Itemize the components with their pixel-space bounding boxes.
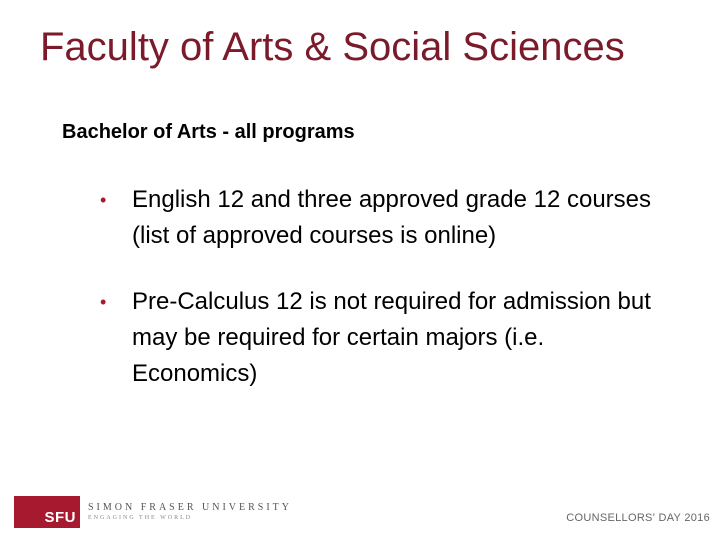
sfu-logo-block: [14, 496, 80, 528]
university-name: SIMON FRASER UNIVERSITY: [88, 502, 293, 513]
slide-subtitle: Bachelor of Arts - all programs: [62, 121, 355, 143]
bullet-item: [100, 182, 670, 254]
event-footer-text: COUNSELLORS' DAY 2016: [566, 512, 710, 524]
bullet-text: English 12 and three approved grade 12 courses (list of approved courses is online): [132, 186, 652, 249]
sfu-logo: [14, 496, 292, 528]
sfu-logo-mark: SFU: [44, 509, 76, 526]
bullet-text: Pre-Calculus 12 is not required for admission but may be required for certain majors (i.e. Economics): [132, 288, 651, 387]
university-tagline: ENGAGING THE WORLD: [88, 515, 193, 521]
bullet-item: [100, 284, 670, 392]
bullet-marker-icon: •: [100, 190, 107, 210]
university-wordmark: [88, 502, 292, 522]
bullet-marker-icon: •: [100, 292, 107, 312]
bullet-list: [100, 182, 670, 392]
slide-title: Faculty of Arts & Social Sciences: [40, 25, 625, 69]
